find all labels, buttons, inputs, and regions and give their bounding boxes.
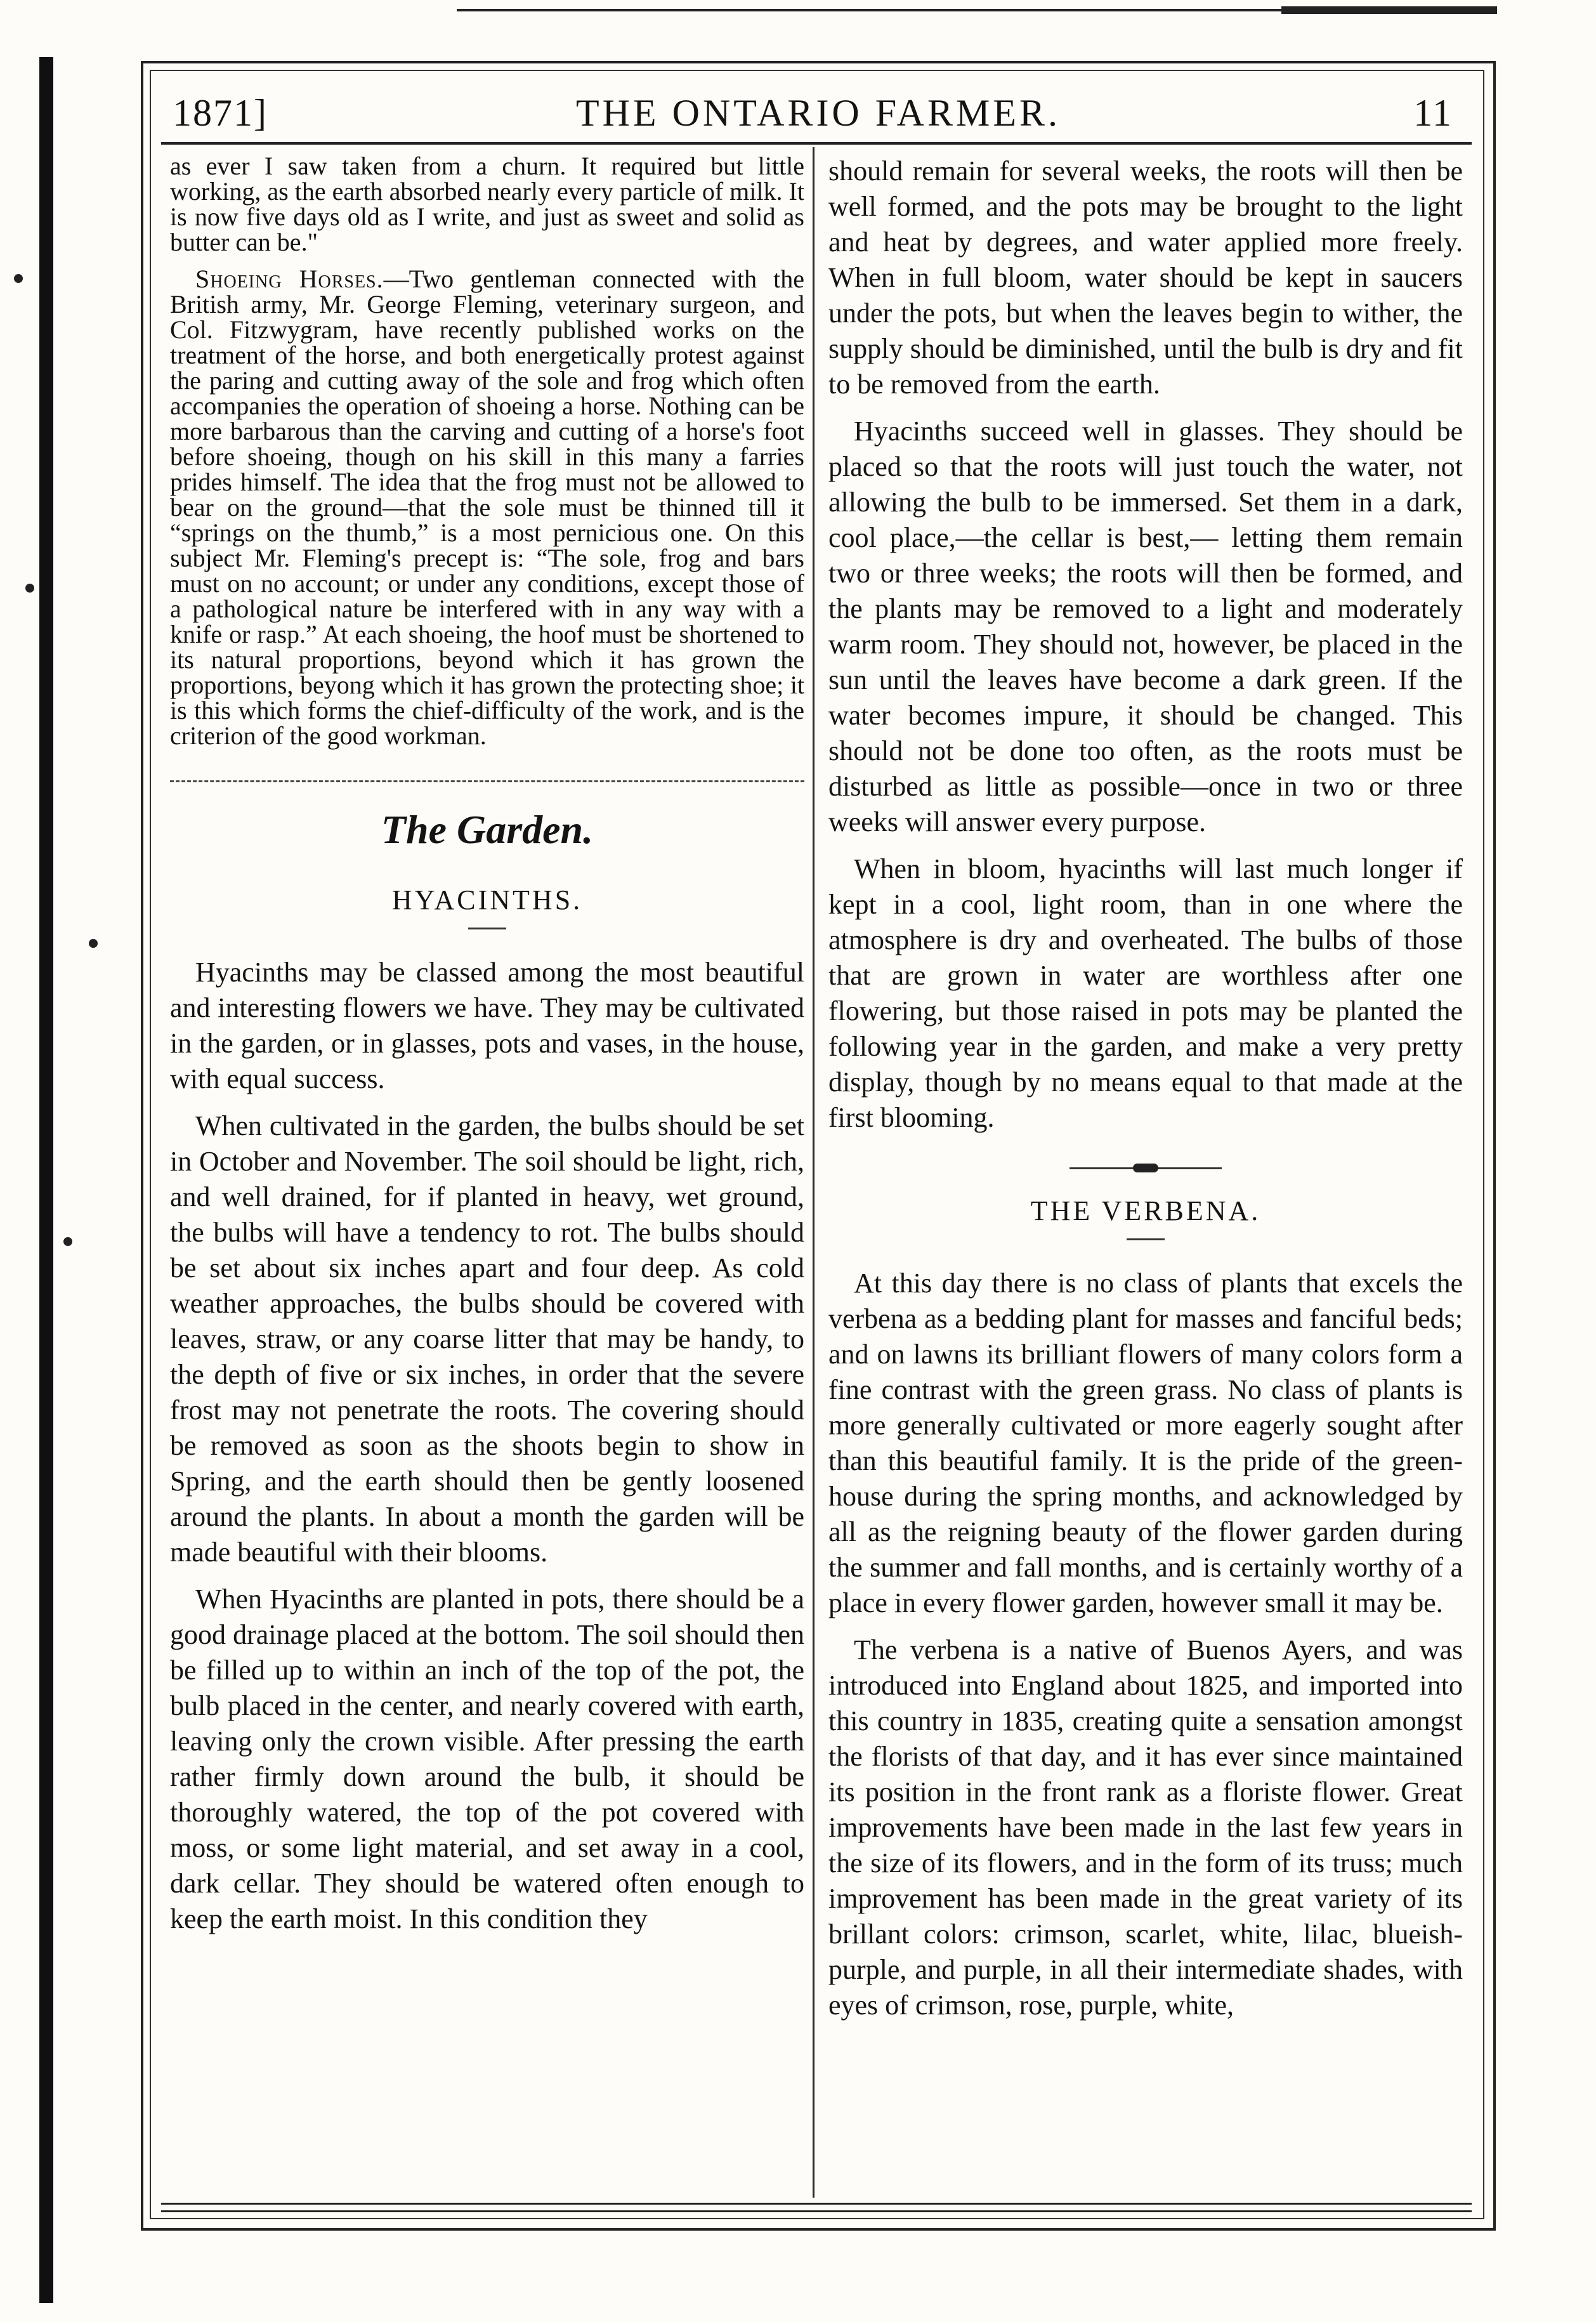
- margin-mark: [14, 274, 23, 283]
- top-edge-rule-thick: [1281, 6, 1497, 14]
- shoeing-horses-body: —Two gentleman connected with the British army, Mr. George Fleming, veterinary surgeon, and Col. Fitzwygram, have recently published works on the treatment of the horse, and both energetically protest against the paring and cutting away of the sole and frog which often accompanies the operation of shoeing a horse. Nothing can be more barbarous than the carving and cutting of a horse's foot before shoeing, though on his skill in this many a farries prides himself. The idea that the frog must not be allowed to bear on the ground—that the sole must be thinned till it “springs on the thumb,” is a most pernicious one. On this subject Mr. Fleming's precept is: “The sole, frog and bars must on no account; or under any conditions, except those of a pathological nature be interfered with in any way with a knife or rasp.” At each shoeing, the hoof must be shortened to its natural proportions, beyond which it has grown the proportions, beyong which it has grown the protecting shoe; it is this which forms the chief-difficulty of the work, and is the criterion of the good workman.: [170, 265, 804, 750]
- publication-title: THE ONTARIO FARMER.: [575, 92, 1061, 134]
- hyacinths-paragraph-4: should remain for several weeks, the roots will then be well formed, and the pots may be brought to the light and heat by degrees, and water applied more freely. When in full bloom, water should be kept in saucers under the pots, but when the leaves begin to wither, the supply should be diminished, until the bulb is dry and fit to be removed from the earth.: [828, 155, 1463, 400]
- margin-mark: [63, 1237, 72, 1246]
- margin-mark: [25, 584, 34, 593]
- article-title-verbena: THE VERBENA.: [1030, 1195, 1261, 1226]
- header-rule: [161, 142, 1472, 145]
- article-title-hyacinths: HYACINTHS.: [391, 884, 583, 915]
- footer-rule: [161, 2203, 1472, 2205]
- title-dash: [1127, 1238, 1165, 1240]
- binding-edge: [39, 57, 53, 2303]
- shoeing-horses-paragraph: [170, 266, 804, 749]
- left-column: [170, 154, 804, 1937]
- verbena-paragraph-1: At this day there is no class of plants that excels the verbena as a bedding plant for masses and fanciful beds; and on lawns its brilliant flowers of many colors form a fine contrast with the green grass. No class of plants is more generally cultivated or more eagerly sought after than this beautiful family. It is the pride of the green-house during the spring months, and acknowledged by all as the reigning beauty of the flower garden during the summer and fall months, and is certainly worthy of a place in every flower garden, however small it may be.: [828, 1268, 1463, 1618]
- section-title: The Garden.: [381, 807, 594, 852]
- right-column: [828, 154, 1463, 2023]
- hyacinths-paragraph-2: When cultivated in the garden, the bulbs should be set in October and November. The soil should be light, rich, and well drained, for if planted in heavy, wet ground, the bulbs will have a tendency to rot. The bulbs should be set about six inches apart and four deep. As cold weather approaches, the bulbs should be covered with leaves, straw, or any coarse litter that may be handy, to the depth of five or six inches, in order that the severe frost may not penetrate the roots. The covering should be removed as soon as the shoots begin to show in Spring, and the earth should then be gently loosened around the plants. In about a month the garden will be made beautiful with their blooms.: [170, 1110, 804, 1568]
- page-header: [165, 88, 1472, 138]
- column-divider: [813, 147, 814, 2198]
- verbena-paragraph-2: The verbena is a native of Buenos Ayers, and was introduced into England about 1825, and imported into this country in 1835, creating quite a sensation amongst the florists of that day, and it has ever since maintained its position in the front rank as a floriste flower. Great improvements have been made in the last few years in the size of its flowers, and in the form of its truss; much improvement has been made in the great variety of its brillant colors: crimson, scarlet, white, lilac, blueish-purple, and purple, in all their intermediate shades, with eyes of crimson, rose, purple, white,: [828, 1634, 1463, 2021]
- shoeing-horses-title: Shoeing Horses.: [195, 265, 384, 293]
- hyacinths-paragraph-5: Hyacinths succeed well in glasses. They should be placed so that the roots will just touch the water, not allowing the bulb to be immersed. Set them in a dark, cool place,—the cellar is best,— letting them remain two or three weeks; the roots will then be formed, and the plants may be removed to a light and moderately warm room. They should not, however, be placed in the sun until the leaves have become a dark green. If the water becomes impure, it should be changed. This should not be done too often, as the roots must be disturbed as little as possible—once in two or three weeks will answer every purpose.: [828, 416, 1463, 837]
- header-year: 1871]: [173, 92, 268, 134]
- page-number: 11: [1413, 92, 1453, 134]
- hyacinths-paragraph-3: When Hyacinths are planted in pots, there should be a good drainage placed at the bottom. The soil should then be filled up to within an inch of the top of the pot, the bulb placed in the center, and nearly covered with earth, leaving only the crown visible. After pressing the earth rather firmly down around the bulb, it should be thoroughly watered, the top of the pot covered with moss, or some light material, and set away in a cool, dark cellar. They should be watered often enough to keep the earth moist. In this condition they: [170, 1584, 804, 1934]
- title-dash: [468, 928, 506, 929]
- continued-paragraph: as ever I saw taken from a churn. It required but little working, as the earth absorbed nearly every particle of milk. It is now five days old as I write, and just as sweet and solid as butter can be.": [170, 152, 804, 256]
- ornamental-rule: [1069, 1167, 1222, 1169]
- hyacinths-paragraph-1: Hyacinths may be classed among the most beautiful and interesting flowers we have. They may be cultivated in the garden, or in glasses, pots and vases, in the house, with equal success.: [170, 957, 804, 1094]
- section-divider: [170, 780, 804, 782]
- margin-mark: [89, 939, 98, 948]
- hyacinths-paragraph-6: When in bloom, hyacinths will last much longer if kept in a cool, light room, than in one where the atmosphere is dry and overheated. The bulbs of those that are grown in water are worthless after one flowering, but those raised in pots may be planted the following year in the garden, and make a very pretty display, though by no means equal to that made at the first blooming.: [828, 853, 1463, 1133]
- footer-rule: [161, 2210, 1472, 2212]
